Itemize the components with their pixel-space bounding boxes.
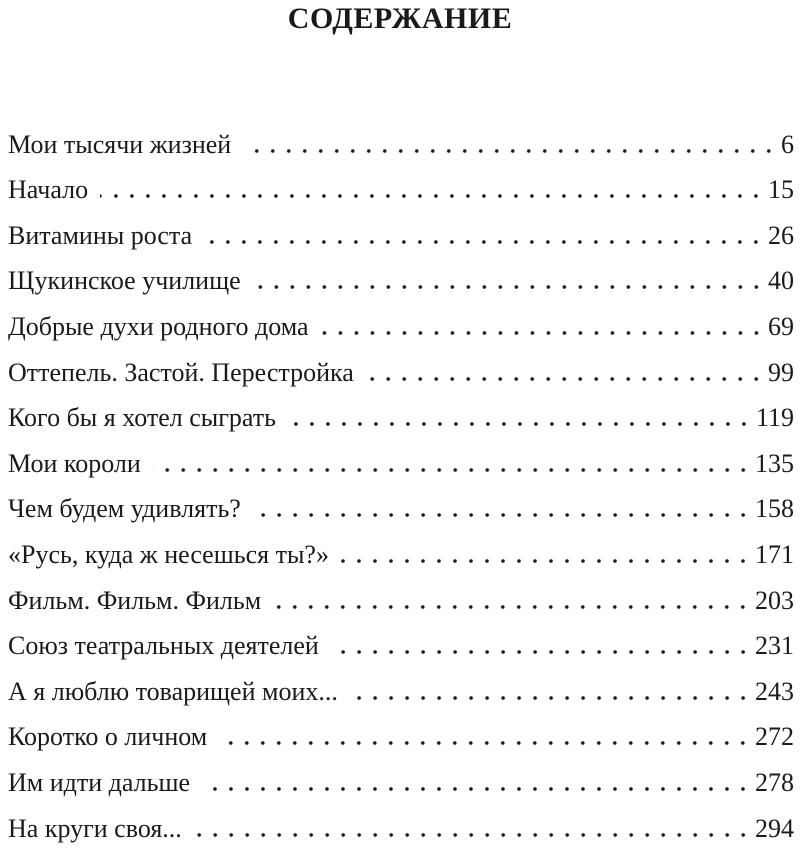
toc-page-number: 69 — [768, 311, 794, 341]
table-of-contents — [8, 122, 794, 852]
toc-entry — [8, 760, 794, 806]
toc-page-number: 6 — [781, 129, 794, 159]
dot-leader — [204, 240, 764, 244]
dot-leader — [321, 331, 764, 335]
toc-entry-title: А я люблю товарищей моих... — [8, 676, 338, 706]
toc-page-number: 243 — [755, 676, 794, 706]
toc-entry-title: Фильм. Фильм. Фильм — [8, 585, 262, 615]
page-title: СОДЕРЖАНИЕ — [287, 2, 513, 35]
toc-entry — [8, 396, 794, 442]
dot-leader — [253, 285, 764, 289]
toc-entry-title: Начало — [8, 175, 89, 205]
dot-leader — [153, 468, 751, 472]
toc-entry-title: Витамины роста — [8, 220, 193, 250]
dot-leader — [350, 696, 751, 700]
toc-entry-title: Им идти дальше — [8, 767, 191, 797]
toc-page-number: 272 — [755, 722, 794, 752]
dot-leader — [253, 513, 751, 517]
toc-page-number: 119 — [755, 403, 794, 433]
dot-leader — [243, 149, 777, 153]
toc-page-number: 40 — [768, 266, 794, 296]
toc-page-number: 278 — [755, 767, 794, 797]
toc-page-number: 158 — [755, 494, 794, 524]
toc-entry-title: Кого бы я хотел сыграть — [8, 403, 277, 433]
toc-entry — [8, 304, 794, 350]
toc-entry — [8, 715, 794, 761]
toc-entry — [8, 213, 794, 259]
toc-entry — [8, 624, 794, 670]
toc-entry — [8, 122, 794, 168]
dot-leader — [331, 650, 751, 654]
toc-entry-title: Добрые духи родного дома — [8, 311, 309, 341]
toc-entry — [8, 168, 794, 214]
toc-entry-title: На круги своя... — [8, 813, 182, 843]
toc-entry-title: Союз театральных деятелей — [8, 631, 319, 661]
toc-entry — [8, 487, 794, 533]
toc-entry — [8, 441, 794, 487]
toc-page-number: 99 — [768, 357, 794, 387]
dot-leader — [100, 194, 764, 198]
toc-entry-title: «Русь, куда ж несешься ты?» — [8, 539, 329, 569]
dot-leader — [288, 422, 752, 426]
toc-entry-title: Оттепель. Застой. Перестройка — [8, 357, 354, 387]
toc-entry-title: Щукинское училище — [8, 266, 241, 296]
toc-entry — [8, 578, 794, 624]
toc-page-number: 26 — [768, 220, 794, 250]
dot-leader — [366, 377, 764, 381]
dot-leader — [202, 787, 751, 791]
toc-entry — [8, 259, 794, 305]
toc-page-number: 15 — [768, 175, 794, 205]
toc-entry — [8, 669, 794, 715]
toc-entry-title: Чем будем удивлять? — [8, 494, 241, 524]
toc-entry — [8, 806, 794, 852]
toc-entry-title: Мои короли — [8, 448, 141, 478]
dot-leader — [219, 741, 751, 745]
toc-page-number: 231 — [755, 631, 794, 661]
dot-leader — [194, 833, 751, 837]
toc-page-number: 203 — [755, 585, 794, 615]
toc-page-number: 294 — [755, 813, 794, 843]
toc-entry-title: Коротко о личном — [8, 722, 208, 752]
toc-entry-title: Мои тысячи жизней — [8, 129, 232, 159]
toc-page-number: 171 — [755, 539, 794, 569]
dot-leader — [273, 605, 751, 609]
dot-leader — [341, 559, 751, 563]
toc-entry — [8, 350, 794, 396]
toc-entry — [8, 532, 794, 578]
toc-page-number: 135 — [755, 448, 794, 478]
